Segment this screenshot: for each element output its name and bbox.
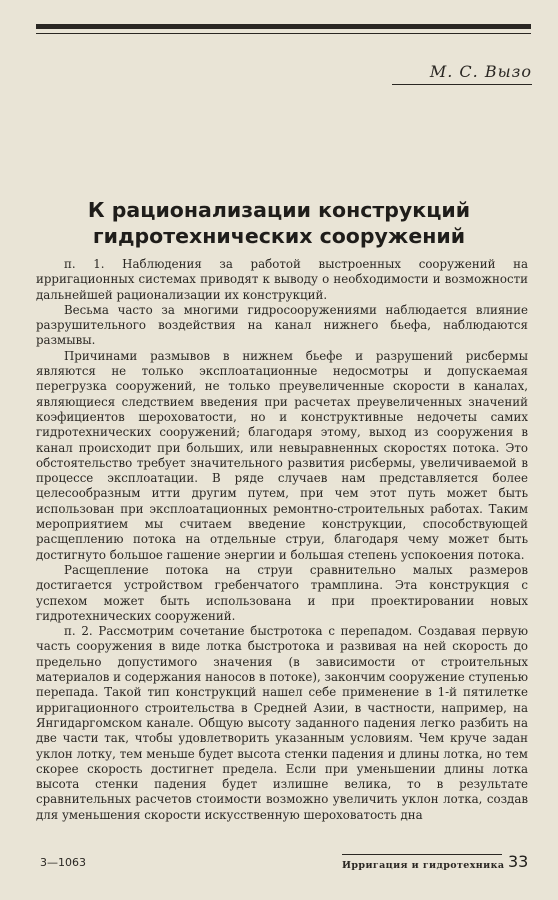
printer-signature: 3—1063 (40, 856, 86, 869)
journal-name: Ирригация и гидротехника (342, 860, 505, 871)
header-rule-thin (36, 33, 531, 34)
article-body (36, 257, 528, 823)
paragraph-4: Расщепление потока на струи сравнительно малых размеров достигается устройством гребенчатого трамплина. Эта конструкция с успехом может быть использована и при проектировании новых гидротехнических сооружений. (36, 562, 528, 623)
author-name: М. С. Вызо (429, 62, 532, 81)
author-underline (392, 84, 532, 85)
paragraph-1: п. 1. Наблюдения за работой выстроенных сооружений на ирригационных системах приводят к выводу о необходимости и возможности дальнейшей рационализации их конструкций. (36, 257, 528, 302)
header-rule-thick (36, 24, 531, 29)
paragraph-2: Весьма часто за многими гидросооружениями наблюдается влияние разрушительного воздействия на канал нижнего бьефа, наблюдаются размывы. (36, 302, 528, 348)
page-number: 33 (508, 852, 529, 871)
footer-rule (342, 854, 502, 855)
paragraph-3: Причинами размывов в нижнем бьефе и разрушений рисбермы являются не только эксплоатационные недосмотры и допускаемая перегрузка сооружений, не только преувеличенные скорости в каналах, являющиеся следствием введения при расчетах преувеличенных значений коэфициентов шероховатости, но и конструктивные недочеты самих гидротехнических сооружений; благодаря этому, выход из сооружения в канал происходит при больших, или невыравненных скоростях потока. Это обстоятельство требует значительного развития рисбермы, увеличиваемой в процессе эксплоатации. В ряде случаев нам представляется более целесообразным итти другим путем, при чем этот путь может быть использован при эксплоатационных ремонтно-строительных работах. Таким мероприятием мы считаем введение конструкции, способствующей расщеплению потока на отдельные струи, благодаря чему может быть достигнуто большое гашение энергии и большая степень успокоения потока. (36, 348, 528, 562)
article-title: К рационализации конструкций гидротехнических сооружений (87, 198, 471, 248)
paragraph-5: п. 2. Рассмотрим сочетание быстротока с перепадом. Создавая первую часть сооружения в виде лотка быстротока и развивая на ней скорость до предельно допустимого значения (в зависимости от строительных материалов и содержания наносов в потоке), закончим сооружение ступенью перепада. Такой тип конструкций нашел себе применение в 1-й пятилетке ирригационного строительства в Средней Азии, в частности, например, на Янгидаргомском канале. Общую высоту заданного падения легко разбить на две части так, чтобы удовлетворить указанным условиям. Чем круче задан уклон лотку, тем меньше будет высота стенки падения и длины лотка, но тем скорее скорость достигнет предела. Если при уменьшении длины лотка высота стенки падения будет излишне велика, то в результате сравнительных расчетов стоимости возможно увеличить уклон лотка, создав для уменьшения скорости искусственную шероховатость дна (36, 624, 528, 822)
